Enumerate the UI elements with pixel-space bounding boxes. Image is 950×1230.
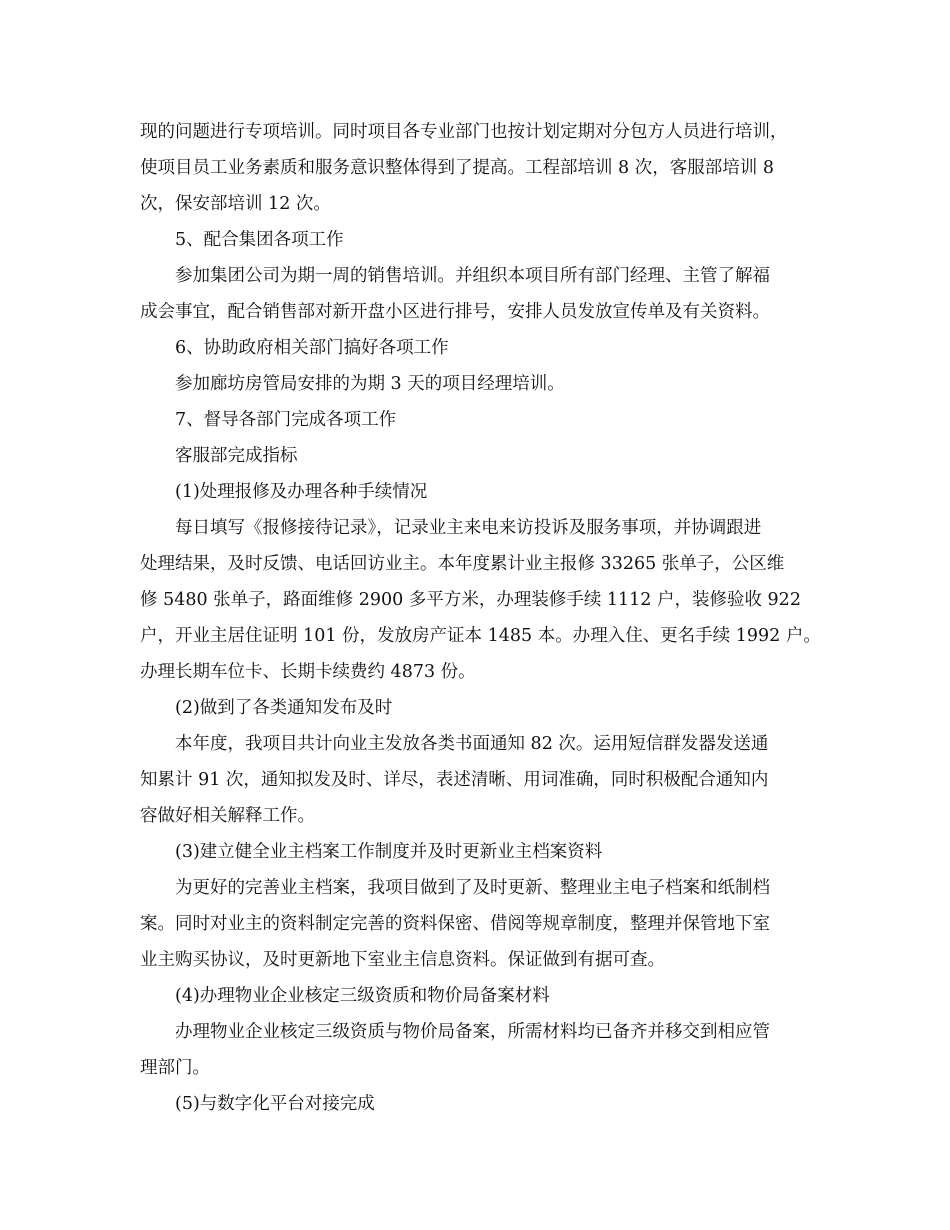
paragraph-line-indented: 客服部完成指标: [175, 446, 298, 466]
paragraph-line: 户，开业主居住证明 101 份，发放房产证本 1485 本。办理入住、更名手续 1992 户。: [140, 626, 821, 646]
paragraph-line: 理部门。: [140, 1058, 210, 1078]
paragraph-line: 办理长期车位卡、长期卡续费约 4873 份。: [140, 662, 476, 682]
paragraph-line: 知累计 91 次，通知拟发及时、详尽，表述清晰、用词准确，同时积极配合通知内: [140, 770, 769, 790]
paragraph-line-indented: 5、配合集团各项工作: [175, 230, 344, 250]
paragraph-line: 成会事宜，配合销售部对新开盘小区进行排号，安排人员发放宣传单及有关资料。: [140, 302, 770, 322]
paragraph-line-indented: (4)办理物业企业核定三级资质和物价局备案材料: [175, 986, 550, 1006]
paragraph-line-indented: 参加廊坊房管局安排的为期 3 天的项目经理培训。: [175, 374, 565, 394]
paragraph-line-indented: (3)建立健全业主档案工作制度并及时更新业主档案资料: [175, 842, 603, 862]
paragraph-line-indented: 7、督导各部门完成各项工作: [175, 410, 397, 430]
paragraph-line: 次，保安部培训 12 次。: [140, 194, 331, 214]
paragraph-line-indented: 6、协助政府相关部门搞好各项工作: [175, 338, 449, 358]
paragraph-line: 现的问题进行专项培训。同时项目各专业部门也按计划定期对分包方人员进行培训，: [140, 122, 788, 142]
paragraph-line-indented: (5)与数字化平台对接完成: [175, 1094, 375, 1114]
paragraph-line-indented: 每日填写《报修接待记录》，记录业主来电来访投诉及服务事项，并协调跟进: [175, 518, 762, 538]
paragraph-line: 使项目员工业务素质和服务意识整体得到了提高。工程部培训 8 次，客服部培训 8: [140, 158, 774, 178]
paragraph-line-indented: 办理物业企业核定三级资质与物价局备案，所需材料均已备齐并移交到相应管: [175, 1022, 770, 1042]
paragraph-line-indented: 为更好的完善业主档案，我项目做到了及时更新、整理业主电子档案和纸制档: [175, 878, 770, 898]
paragraph-line: 处理结果，及时反馈、电话回访业主。本年度累计业主报修 33265 张单子，公区维: [140, 554, 785, 574]
paragraph-line-indented: 参加集团公司为期一周的销售培训。并组织本项目所有部门经理、主管了解福: [175, 266, 770, 286]
paragraph-line: 业主购买协议，及时更新地下室业主信息资料。保证做到有据可查。: [140, 950, 665, 970]
paragraph-line-indented: 本年度，我项目共计向业主发放各类书面通知 82 次。运用短信群发器发送通: [175, 734, 769, 754]
paragraph-line: 容做好相关解释工作。: [140, 806, 315, 826]
paragraph-line-indented: (1)处理报修及办理各种手续情况: [175, 482, 428, 502]
document-body: [140, 114, 830, 1122]
paragraph-line: 修 5480 张单子，路面维修 2900 多平方米，办理装修手续 1112 户，装修验收 922: [140, 590, 801, 610]
paragraph-line: 案。同时对业主的资料制定完善的资料保密、借阅等规章制度，整理并保管地下室: [140, 914, 770, 934]
paragraph-line-indented: (2)做到了各类通知发布及时: [175, 698, 393, 718]
